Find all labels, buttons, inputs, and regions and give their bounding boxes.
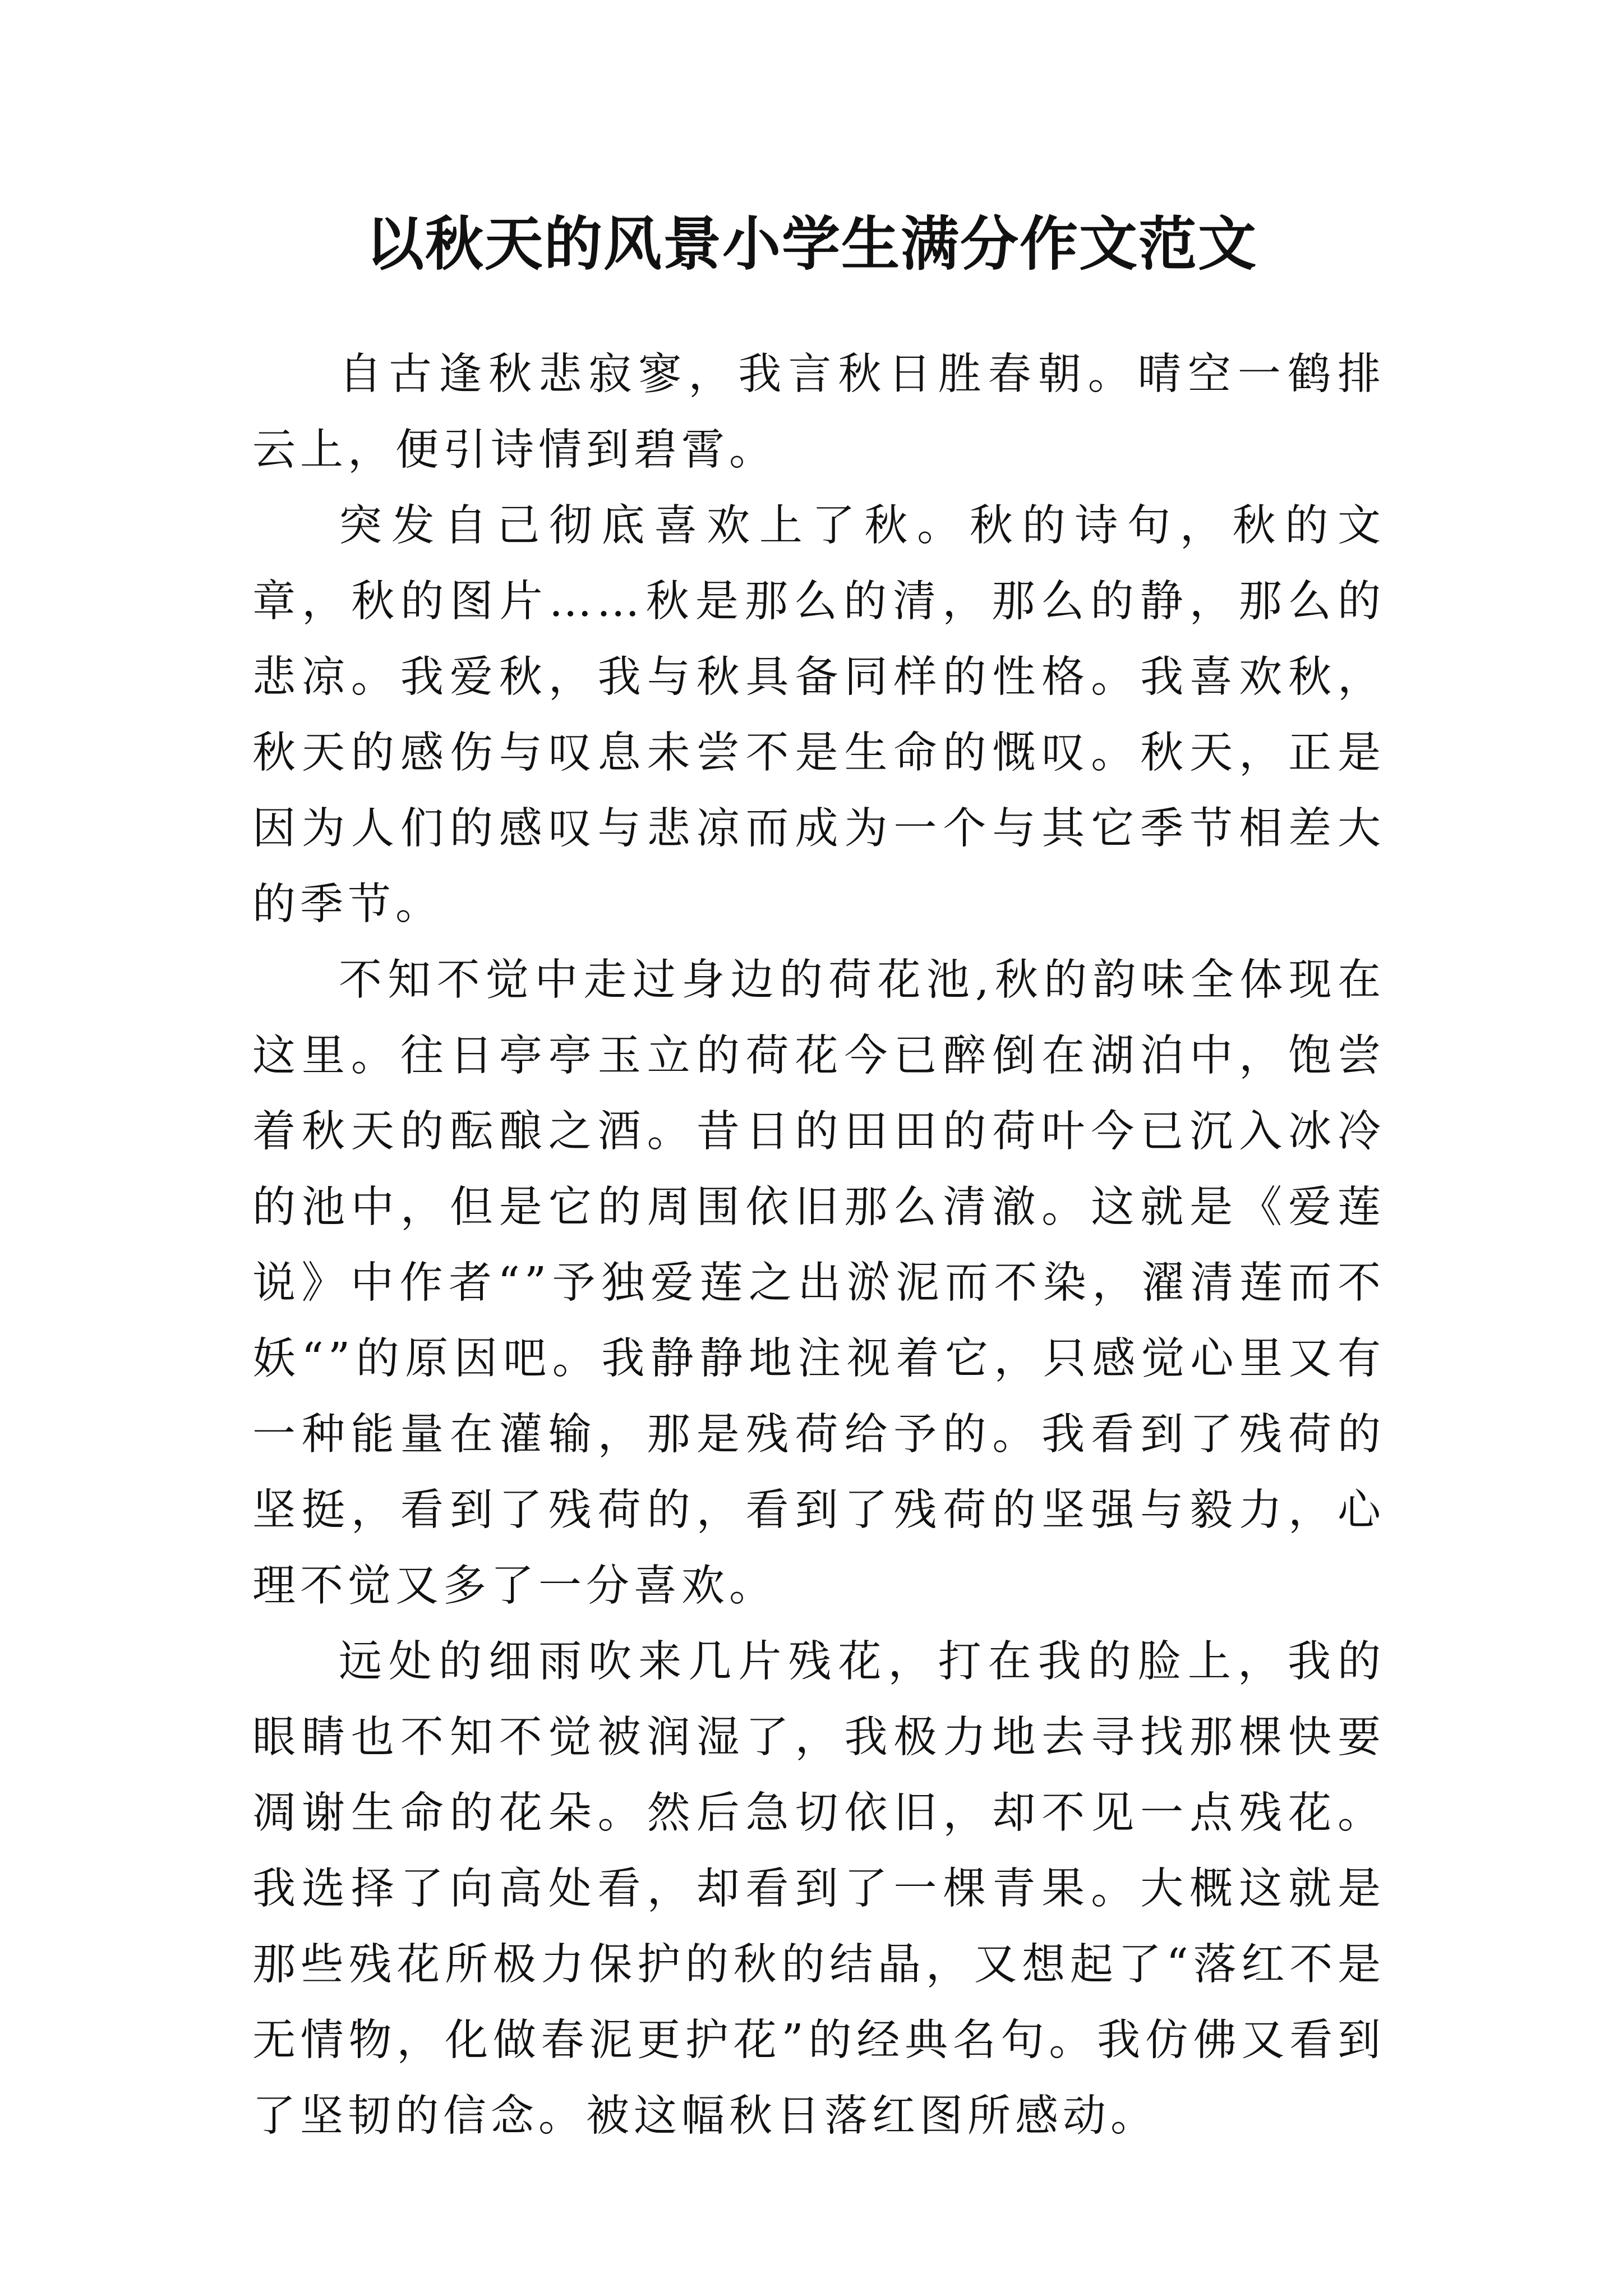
- document-body: [252, 337, 1385, 2154]
- paragraph-1: 自古逢秋悲寂寥，我言秋日胜春朝。晴空一鹤排云上，便引诗情到碧霄。: [252, 349, 1385, 475]
- document-title: 以秋天的风景小学生满分作文范文: [365, 209, 1257, 278]
- paragraph-3: 不知不觉中走过身边的荷花池,秋的韵味全体现在这里。往日亭亭玉立的荷花今已醉倒在湖泊中，饱尝着秋天的酝酿之酒。昔日的田田的荷叶今已沉入冰冷的池中，但是它的周围依旧那么清澈。这就是《爱莲说》中作者“”予独爱莲之出淤泥而不染，濯清莲而不妖“”的原因吧。我静静地注视着它，只感觉心里又有一种能量在灌输，那是残荷给予的。我看到了残荷的坚挺，看到了残荷的，看到了残荷的坚强与毅力，心理不觉又多了一分喜欢。: [252, 955, 1385, 1611]
- paragraph-4: 远处的细雨吹来几片残花，打在我的脸上，我的眼睛也不知不觉被润湿了，我极力地去寻找那棵快要凋谢生命的花朵。然后急切依旧，却不见一点残花。我选择了向高处看，却看到了一棵青果。大概这就是那些残花所极力保护的秋的结晶，又想起了“落红不是无情物，化做春泥更护花”的经典名句。我仿佛又看到了坚韧的信念。被这幅秋日落红图所感动。: [252, 1637, 1385, 2141]
- paragraph-2: 突发自己彻底喜欢上了秋。秋的诗句，秋的文章，秋的图片……秋是那么的清，那么的静，那么的悲凉。我爱秋，我与秋具备同样的性格。我喜欢秋，秋天的感伤与叹息未尝不是生命的慨叹。秋天，正是因为人们的感叹与悲凉而成为一个与其它季节相差大的季节。: [252, 501, 1385, 930]
